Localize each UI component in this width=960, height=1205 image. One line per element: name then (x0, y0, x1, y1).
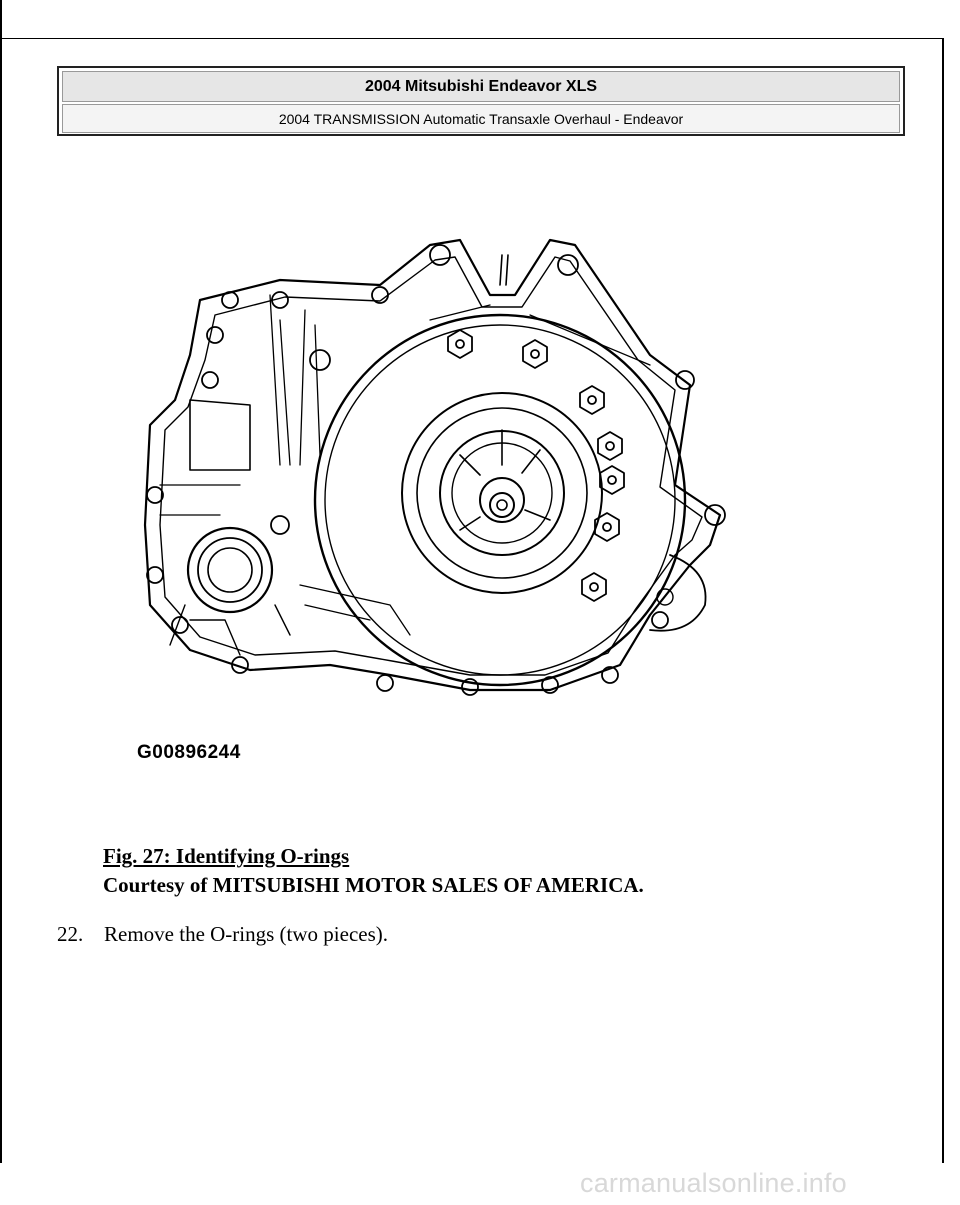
figure-caption (103, 842, 644, 900)
step-text: Remove the O-rings (two pieces). (104, 922, 389, 946)
procedure-step (57, 920, 388, 949)
site-watermark: carmanualsonline.info (580, 1168, 847, 1198)
document-header (57, 66, 905, 136)
figure-caption-title: Fig. 27: Identifying O-rings (103, 844, 350, 868)
figure-image-id: G00896244 (137, 742, 241, 763)
figure-caption-credit: Courtesy of MITSUBISHI MOTOR SALES OF AMERICA. (103, 873, 644, 897)
page-top-border (0, 0, 944, 39)
step-number: 22. (57, 922, 84, 946)
page-right-border (942, 38, 944, 1163)
vehicle-title: 2004 Mitsubishi Endeavor XLS (62, 71, 900, 102)
transaxle-illustration (130, 225, 740, 735)
section-title: 2004 TRANSMISSION Automatic Transaxle Overhaul - Endeavor (62, 104, 900, 133)
page-left-border (0, 0, 2, 1163)
